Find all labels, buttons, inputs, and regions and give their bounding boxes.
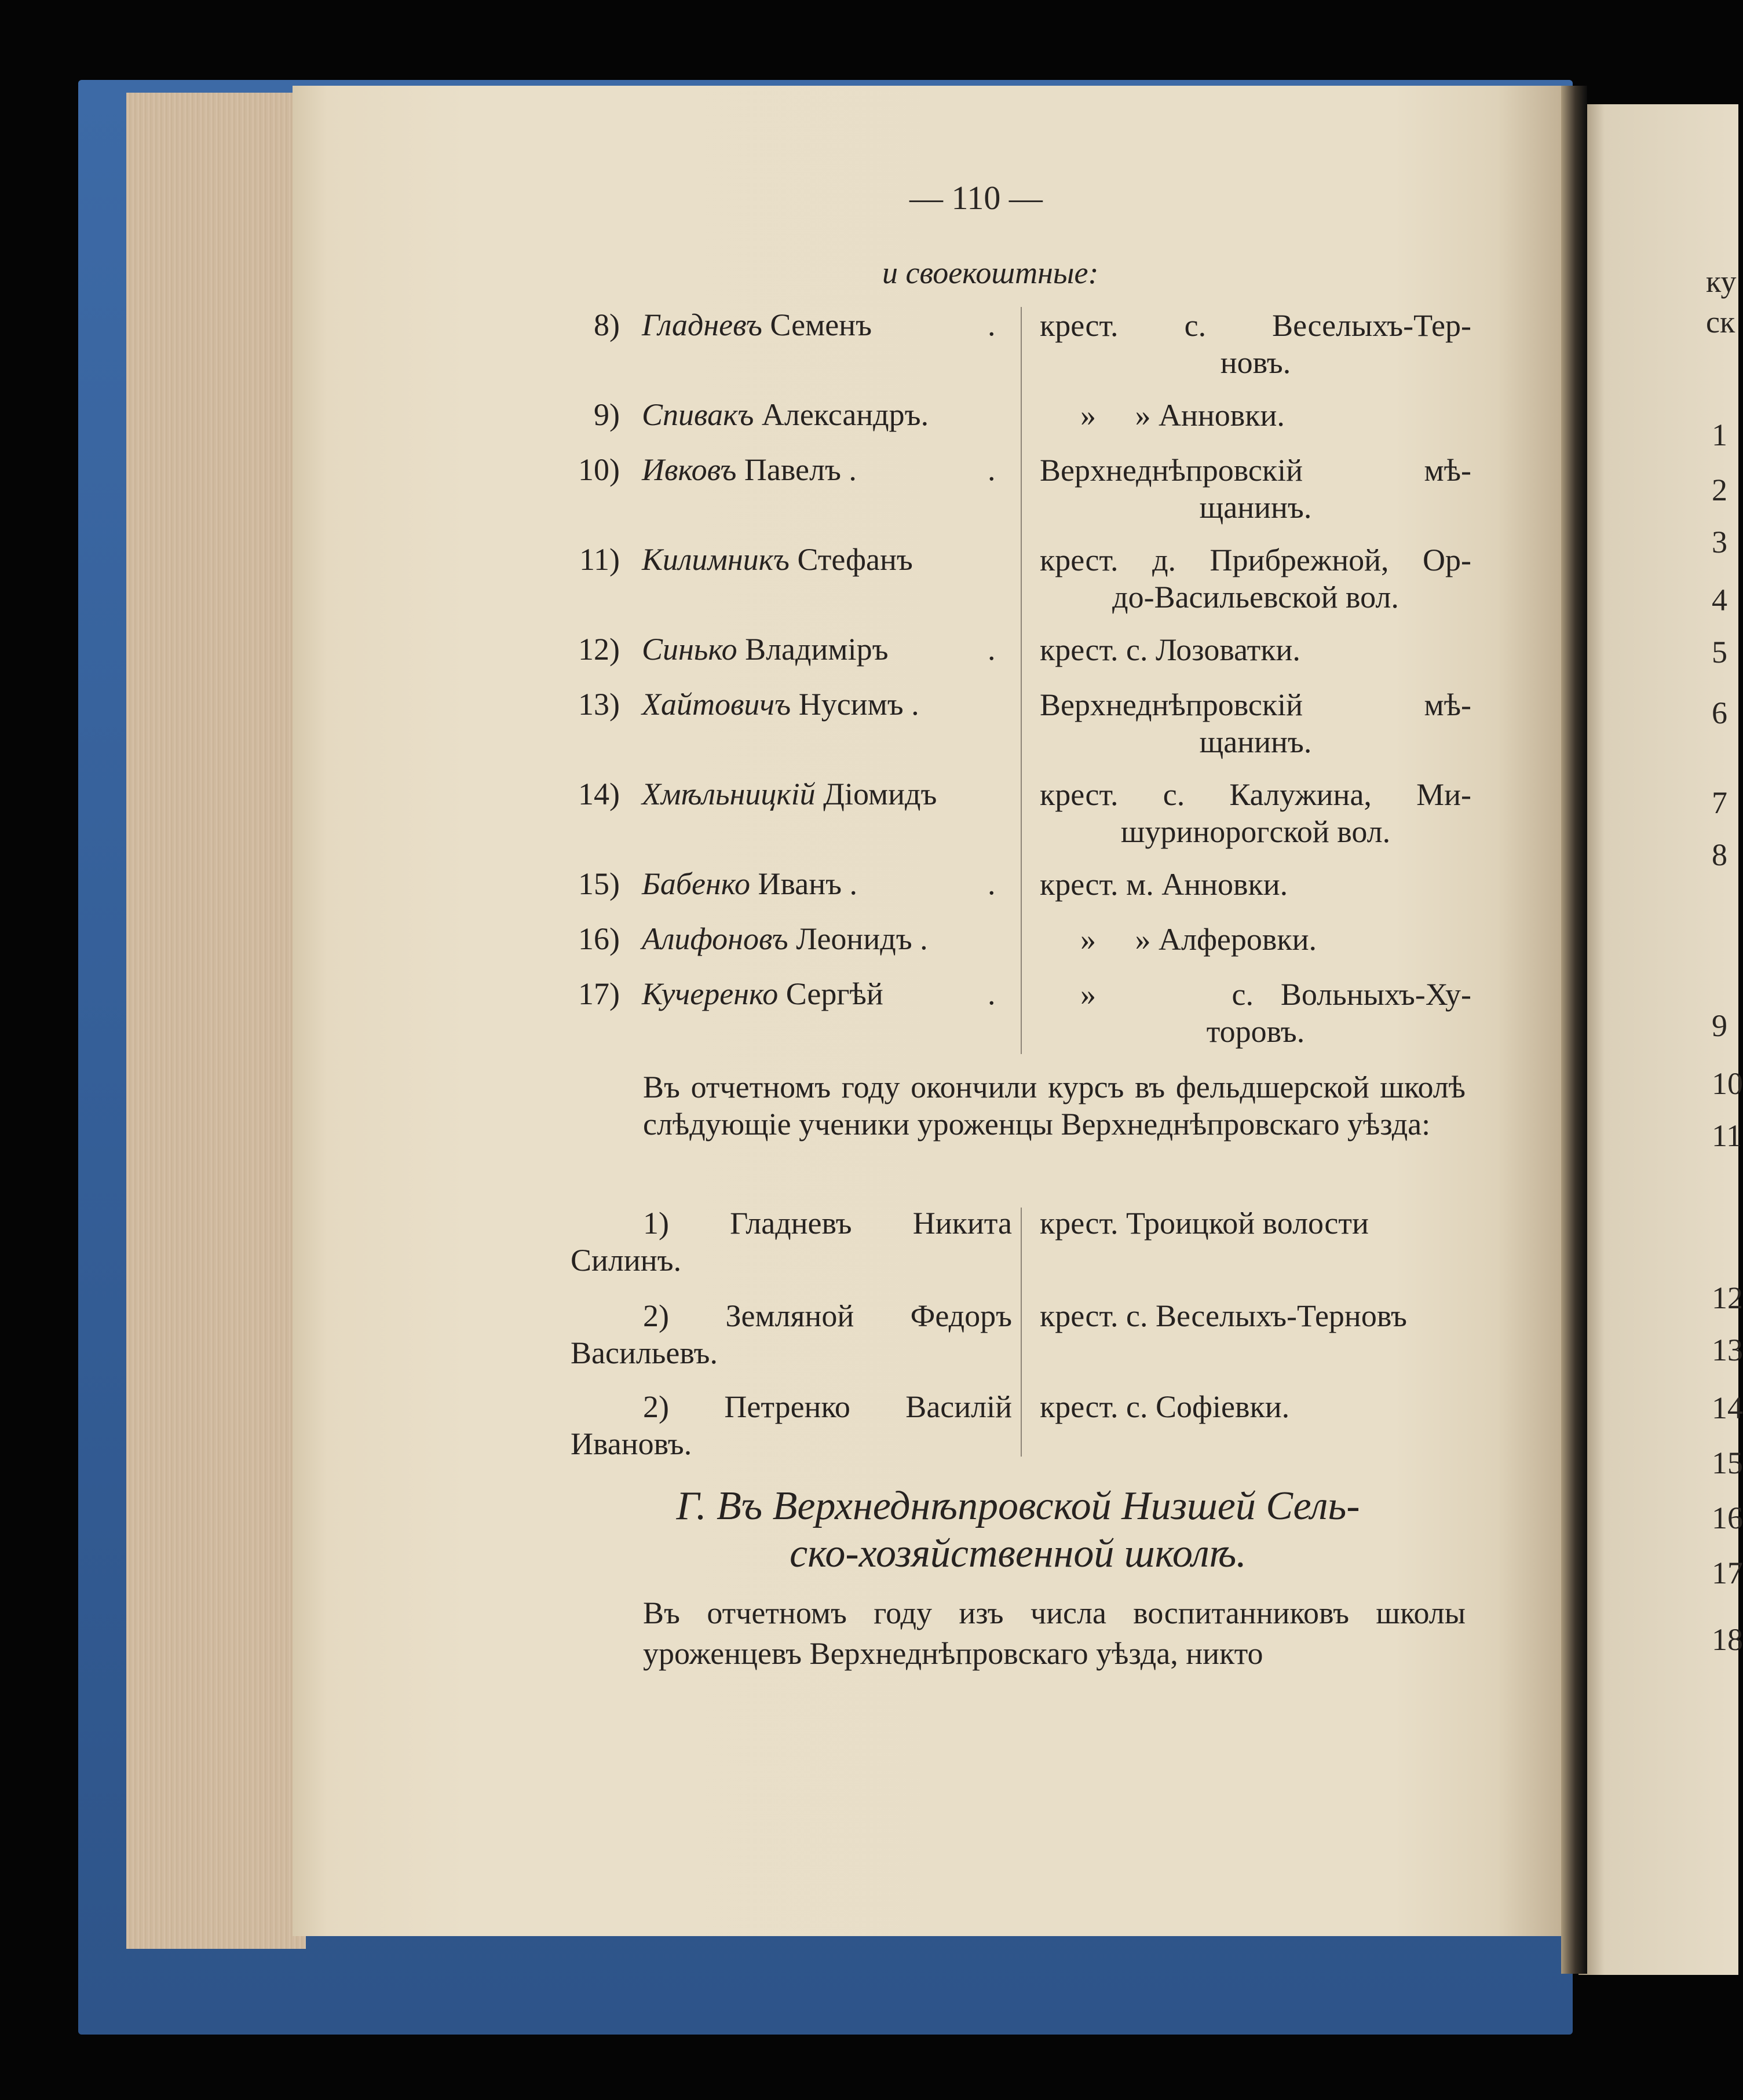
column-divider <box>1021 1208 1022 1457</box>
right-page-fragment: 10 <box>1712 1066 1743 1101</box>
student-surname: Хайтовичъ <box>642 687 791 722</box>
student-number: 9) <box>594 397 620 432</box>
section-heading <box>571 1483 1466 1578</box>
student-number: 10) <box>578 452 620 487</box>
leader-dot: . <box>988 452 996 487</box>
student-number: 17) <box>578 976 620 1011</box>
student-name <box>642 307 872 343</box>
student-origin <box>1040 542 1471 616</box>
student-name <box>642 631 889 667</box>
student-number: 11) <box>579 542 620 577</box>
book-gutter <box>1561 86 1587 1974</box>
right-page-fragment: 7 <box>1712 785 1727 820</box>
student-origin <box>1040 631 1471 668</box>
student-surname: Алифоновъ <box>642 921 788 956</box>
student-surname: Хмѣльницкій <box>642 777 816 811</box>
leader-dot: . <box>988 866 996 901</box>
right-page-fragment: 17 <box>1712 1556 1743 1590</box>
student-origin <box>1040 686 1471 760</box>
right-page-fragment: 5 <box>1712 635 1727 669</box>
student-surname: Синько <box>642 632 737 667</box>
student-surname: Кучеренко <box>642 976 779 1011</box>
right-page-fragment: ку <box>1706 264 1737 299</box>
student-surname: Килимникъ <box>642 542 790 577</box>
right-page-fragment: 14 <box>1712 1391 1743 1425</box>
student-given-name: Сергѣй <box>785 976 883 1011</box>
student-name <box>642 397 929 433</box>
graduate-origin: крест. с. Софіевки. <box>1040 1389 1290 1424</box>
right-page-fragment: 3 <box>1712 525 1727 559</box>
student-origin <box>1040 776 1471 850</box>
student-given-name: Леонидъ . <box>796 921 928 956</box>
student-given-name: Павелъ . <box>744 452 857 487</box>
right-page-fragment: ск <box>1706 305 1735 339</box>
student-number: 12) <box>578 632 620 667</box>
student-origin-line: Верхнеднѣпровскій мѣ- <box>1040 687 1471 722</box>
student-surname: Бабенко <box>642 866 750 901</box>
student-origin-line: Верхнеднѣпровскій мѣ- <box>1040 453 1471 488</box>
student-origin-line: щанинъ. <box>1199 725 1312 759</box>
page-number: — 110 — <box>909 179 1043 217</box>
student-given-name: Нусимъ . <box>798 687 919 722</box>
student-surname: Спивакъ <box>642 397 754 432</box>
right-page-fragment: 6 <box>1712 696 1727 730</box>
student-origin-line: шуринорогской вол. <box>1120 814 1391 849</box>
page-edges <box>126 93 306 1949</box>
section-heading-line: Г. Въ Верхнеднѣпровской Низшей Сель- <box>676 1484 1360 1528</box>
student-name <box>642 452 857 488</box>
section-heading-line: ско-хозяйственной школѣ. <box>790 1531 1247 1576</box>
student-origin-line: торовъ. <box>1206 1014 1305 1049</box>
section-subtitle: и своекоштные: <box>882 255 1099 290</box>
student-origin <box>1040 307 1471 381</box>
student-origin-line: крест. с. Веселыхъ-Тер- <box>1040 308 1471 343</box>
graduate-name: 2) Петренко Василій Ивановъ. <box>571 1389 1012 1461</box>
leader-dot: . <box>988 308 996 342</box>
student-origin-line: » с. Вольныхъ-Ху- <box>1080 977 1471 1012</box>
student-surname: Гладневъ <box>642 308 762 342</box>
right-page-fragment: 9 <box>1712 1008 1727 1043</box>
right-page-fragment: 8 <box>1712 837 1727 872</box>
right-page-fragment: 12 <box>1712 1281 1743 1315</box>
paragraph-agricultural-school: Въ отчетномъ году изъ числа воспитанниковъ школы уроженцевъ Верхнеднѣпровскаго уѣзда, никто <box>643 1596 1466 1671</box>
student-origin-line: щанинъ. <box>1199 490 1312 525</box>
student-name <box>642 776 937 812</box>
student-given-name: Иванъ . <box>758 866 858 901</box>
graduate-name: 2) Земляной Федоръ Васильевъ. <box>571 1298 1012 1370</box>
student-given-name: Владиміръ <box>745 632 889 667</box>
student-given-name: Семенъ <box>770 308 872 342</box>
student-name <box>642 921 928 957</box>
student-name <box>642 542 913 577</box>
student-origin-line: крест. д. Прибрежной, Ор- <box>1040 543 1471 577</box>
right-page-fragment: 18 <box>1712 1622 1743 1657</box>
student-given-name: Діомидъ <box>823 777 937 811</box>
right-page-fragment: 2 <box>1712 473 1727 507</box>
leader-dot: . <box>988 632 996 667</box>
student-origin <box>1040 397 1471 434</box>
column-divider <box>1021 307 1022 1054</box>
student-number: 13) <box>578 687 620 722</box>
right-page-fragment: 11 <box>1712 1118 1742 1153</box>
student-name <box>642 686 919 722</box>
right-page-fragment: 4 <box>1712 583 1727 617</box>
graduate-origin: крест. с. Веселыхъ-Терновъ <box>1040 1298 1407 1333</box>
student-origin-line: » » Анновки. <box>1080 398 1285 433</box>
leader-dot: . <box>988 976 996 1011</box>
student-origin-line: новъ. <box>1220 345 1291 380</box>
student-number: 15) <box>578 866 620 901</box>
student-surname: Ивковъ <box>642 452 737 487</box>
student-number: 16) <box>578 921 620 956</box>
student-origin-line: крест. с. Калужина, Ми- <box>1040 777 1471 812</box>
student-origin-line: » » Алферовки. <box>1080 922 1317 957</box>
student-name <box>642 976 883 1012</box>
student-name <box>642 866 857 902</box>
paragraph-graduates-intro: Въ отчетномъ году окончили курсъ въ фельдшерской школѣ слѣдующіе ученики уроженцы Верхнеднѣпровскаго уѣзда: <box>643 1070 1466 1142</box>
graduate-name: 1) Гладневъ Никита Силинъ. <box>571 1206 1012 1278</box>
student-given-name: Стефанъ <box>797 542 913 577</box>
right-page-fragment: 16 <box>1712 1501 1743 1535</box>
student-number: 14) <box>578 777 620 811</box>
student-origin <box>1040 976 1471 1050</box>
student-origin-line: крест. м. Анновки. <box>1040 867 1288 902</box>
graduate-origin: крест. Троицкой волости <box>1040 1206 1369 1241</box>
student-origin-line: крест. с. Лозоватки. <box>1040 632 1300 667</box>
right-page-fragment: 15 <box>1712 1446 1743 1480</box>
student-origin <box>1040 921 1471 958</box>
student-origin-line: до-Васильевской вол. <box>1112 580 1399 614</box>
right-page-fragment: 13 <box>1712 1333 1743 1367</box>
right-page-fragment: 1 <box>1712 418 1727 452</box>
student-origin <box>1040 866 1471 903</box>
student-origin <box>1040 452 1471 526</box>
student-number: 8) <box>594 308 620 342</box>
student-given-name: Александръ. <box>761 397 929 432</box>
